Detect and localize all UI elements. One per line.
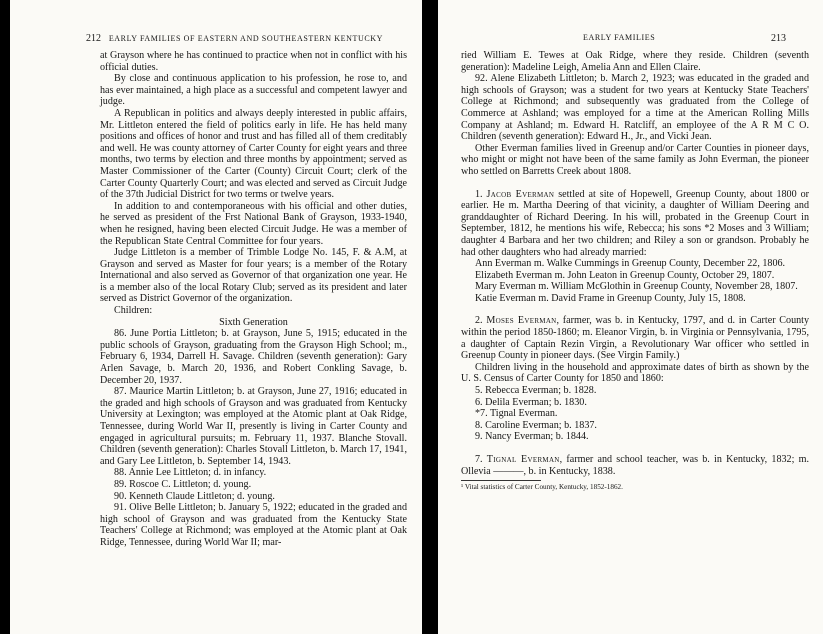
paragraph: Other Everman families lived in Greenup and/or Carter Counties in pioneer days, who might or might not have been of the same family as John Everman, the pioneer who settled on Barretts Creek about 1808. — [461, 142, 809, 177]
left-text-column — [100, 50, 407, 549]
marriage-record: Katie Everman m. David Frame in Greenup County, July 15, 1808. — [475, 292, 746, 304]
marriage-record: Ann Everman m. Walke Cummings in Greenup County, December 22, 1806. — [475, 258, 786, 270]
paragraph: ried William E. Tewes at Oak Ridge, where they reside. Children (seventh generation): Madeline Leigh, Amelia Ann and Ellen Claire. — [461, 50, 809, 73]
right-page — [438, 0, 823, 634]
left-scan-edge — [0, 0, 10, 634]
footnote: ¹ Vital statistics of Carter County, Kentucky, 1852-1862. — [461, 483, 623, 492]
list-item: *7. Tignal Everman. — [475, 408, 558, 420]
children-list — [461, 385, 809, 443]
list-item: 5. Rebecca Everman; b. 1828. — [475, 385, 597, 397]
left-running-head — [86, 33, 383, 44]
book-gutter — [422, 0, 438, 634]
footnote-rule — [461, 480, 541, 481]
person-name: Jacob Everman — [486, 188, 555, 200]
marriage-record: Mary Everman m. William McGlothin in Greenup County, November 28, 1807. — [475, 281, 798, 293]
genealogy-entry: 91. Olive Belle Littleton; b. January 5, 1922; educated in the graded and high school of Grayson and was graduated from the Kentucky State Teachers' College at Richmond; was employed at the Atomic plant at Oak Ridge, Tennessee, during World War II; mar- — [100, 502, 407, 548]
marriage-record: Elizabeth Everman m. John Leaton in Greenup County, October 29, 1807. — [475, 269, 775, 281]
genealogy-entry: 88. Annie Lee Littleton; d. in infancy. — [114, 467, 267, 479]
left-page — [10, 0, 422, 634]
genealogy-entry: 87. Maurice Martin Littleton; b. at Grayson, June 27, 1916; educated in the graded and high schools of Grayson and was graduated from Kentucky University at Lexington; was employed at the Atomic plant at Oak Ridge, Tennessee, during World War II, presently is living in Carter County and engaged in agricultural pursuits; m. February 11, 1937. Blanche Stovall. Children (seventh generation): Charles Stovall Littleton, b. March 17, 1941, and Gary Lee Littleton, b. September 14, 1943. — [100, 386, 407, 467]
genealogy-entry-moses: 2. Moses Everman, farmer, was b. in Kentucky, 1797, and d. in Carter County within the period 1850-1860; m. Eleanor Virgin, b. in Virginia or Pennsylvania, 1795, a daughter of Captain Rezin Virgin, a Revolutionary War officer who settled in Greenup County in pioneer days. (See Virgin Family.) — [461, 315, 810, 362]
genealogy-entry-tignal: 7. Tignal Everman, farmer and school teacher, was b. in Kentucky, 1832; m. Ollevia ———, b. in Kentucky, 1838. — [461, 454, 809, 477]
entry-text: , farmer, was b. in Kentucky, 1797, and d. in Carter County within the period 1850-1860; m. Eleanor Virgin, b. in Virginia or Pennsylvania, 1795, a daughter of Captain Rezin Virgin, a Revolutionary War officer who settled in Greenup County in pioneer days. (See Virgin Family.) — [461, 315, 810, 362]
section-gap — [461, 304, 809, 315]
paragraph: Children living in the household and approximate dates of birth as shown by the U. S. Census of Carter County for 1850 and 1860: — [461, 361, 809, 385]
genealogy-entry: 90. Kenneth Claude Littleton; d. young. — [114, 490, 275, 502]
genealogy-entry: 86. June Portia Littleton; b. at Grayson, June 5, 1915; educated in the public schools of Grayson, graduating from the Grayson High School; m., February 6, 1934, Darrell H. Savage. Children (seventh generation): Gary Arlen Savage, b. March 20, 1936, and Robert Conkling Savage, b. December 20, 1937. — [100, 328, 407, 386]
genealogy-entry: 92. Alene Elizabeth Littleton; b. March 2, 1923; was educated in the graded and high schools of Grayson; was a student for two years at Kentucky State Teachers' College at Richmond; and subsequently was graduated from the College of Commerce at Ashland; was employed for a time at the American Rolling Mills Company at Ashland; m. Edward H. Ratcliff, an employee of the A R M C O. Children (seventh generation): Edward H., Jr., and Vicki Jean. — [461, 73, 809, 143]
right-head-title: EARLY FAMILIES — [583, 33, 656, 42]
entry-text: settled at site of Hopewell, Greenup County, about 1800 or earlier. He m. Martha Deering of that vicinity, a daughter of William Deering and granddaughter of Richard Deering. In his will, probated in the Greenup Court in September, 1812, he mentions his wife, Rebecca; his sons *2 Moses and 3 William; daughter 4 Barbara and her two children; and Riley a son or grandson. Probably he had other daughters who had already married: — [461, 188, 809, 258]
paragraph: Children: — [114, 305, 153, 317]
person-name: Moses Everman — [486, 315, 557, 327]
list-item: 6. Delila Everman; b. 1830. — [475, 396, 587, 408]
right-page-number-wrap — [771, 33, 786, 44]
right-page-number: 213 — [771, 33, 786, 44]
genealogy-entry: 89. Roscoe C. Littleton; d. young. — [114, 478, 252, 490]
left-page-number: 212 — [86, 33, 101, 44]
list-item: 9. Nancy Everman; b. 1844. — [475, 431, 589, 443]
person-name: Tignal Everman — [486, 454, 560, 465]
paragraph: By close and continuous application to his profession, he rose to, and has ever maintained, a high place as a successful and competent lawyer and judge. — [100, 73, 407, 108]
section-gap — [461, 178, 809, 189]
paragraph: A Republican in politics and always deeply interested in public affairs, Mr. Littleton entered the field of politics early in life. He has held many positions and offices of honor and trust and has filled all of them creditably and well. He was county attorney of Carter County for eight years and three months, two terms by election and three months by appointment; served as Master Commissioner of the Carter (County) Circuit Court; clerk of the Carter County Quarterly Court; and was elected and served as Circuit Judge of the 37th Judicial District for two terms or twelve years. — [100, 107, 407, 201]
entry-text: , farmer and school teacher, was b. in Kentucky, 1832; m. Ollevia ———, b. in Kentucky, 1838. — [461, 454, 809, 477]
paragraph: Judge Littleton is a member of Trimble Lodge No. 145, F. & A.M, at Grayson and served as Master for four years; is a member of the Rotary International and also served as Governor of that organization one year. He is a member also of the local Rotary Club; served as its president and later served as District Governor of the organization. — [100, 247, 407, 305]
generation-heading: Sixth Generation — [219, 316, 288, 328]
list-item: 8. Caroline Everman; b. 1837. — [475, 419, 597, 431]
section-gap — [461, 443, 809, 454]
genealogy-entry-jacob: 1. Jacob Everman settled at site of Hopewell, Greenup County, about 1800 or earlier. He m. Martha Deering of that vicinity, a daughter of William Deering and granddaughter of Richard Deering. In his will, probated in the Greenup Court in September, 1812, he mentions his wife, Rebecca; his sons *2 Moses and 3 William; daughter 4 Barbara and her two children; and Riley a son or grandson. Probably he had other daughters who had already married: — [461, 188, 809, 258]
paragraph: at Grayson where he has continued to practice when not in conflict with his official duties. — [100, 50, 407, 73]
right-text-column — [461, 50, 809, 492]
left-head-title: EARLY FAMILIES OF EASTERN AND SOUTHEASTERN KENTUCKY — [108, 34, 384, 43]
paragraph: In addition to and contemporaneous with his official and other duties, he served as president of the Frst National Bank of Grayson, 1933-1940, when he resigned, having been elected Circuit Judge. He was a member of the Republican State Central Committee for four years. — [100, 200, 407, 247]
